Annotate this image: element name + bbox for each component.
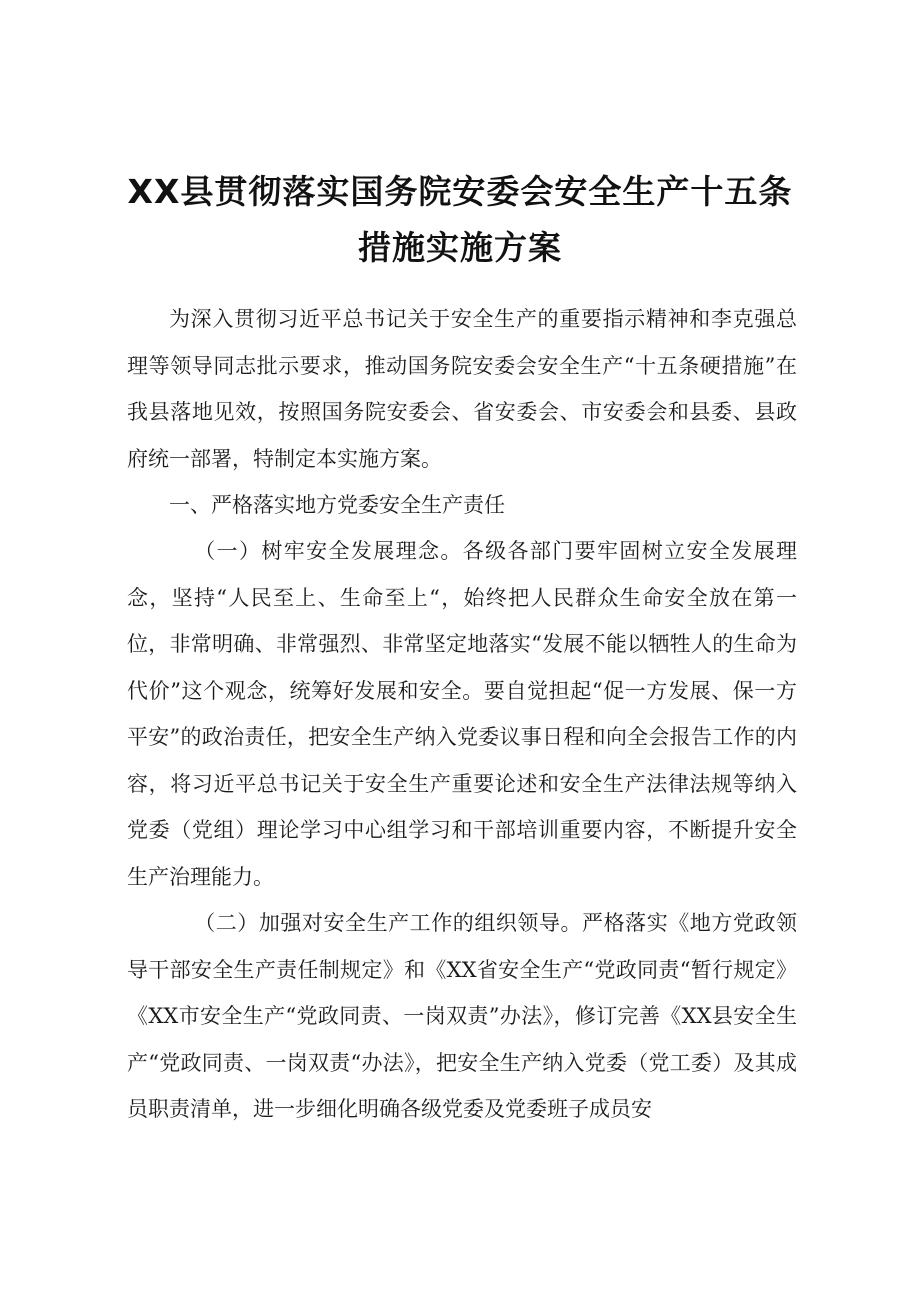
item-paragraph-1: （一）树牢安全发展理念。各级各部门要牢固树立安全发展理念，坚持“人民至上、生命至上“，始终把人民群众生命安全放在第一位，非常明确、非常强烈、非常坚定地落实“发展不能以牺牲人的生命为代价”这个观念，统筹好发展和安全。要自觉担起“促一方发展、保一方平安”的政治责任，把安全生产纳入党委议事日程和向全会报告工作的内容，将习近平总书记关于安全生产重要论述和安全生产法律法规等纳入党委（党组）理论学习中心组学习和干部培训重要内容，不断提升安全生产治理能力。 (127, 539, 797, 889)
intro-paragraph: 为深入贯彻习近平总书记关于安全生产的重要指示精神和李克强总理等领导同志批示要求，推动国务院安委会安全生产“十五条硬措施”在我县落地见效，按照国务院安委会、省安委会、市安委会和县委、县政府统一部署，特制定本实施方案。 (127, 307, 797, 471)
document-title-line-1: XX县贯彻落实国务院安委会安全生产十五条 (127, 172, 793, 211)
section-heading-1: 一、严格落实地方党委安全生产责任 (169, 493, 505, 517)
item-paragraph-2: （二）加强对安全生产工作的组织领导。严格落实《地方党政领导干部安全生产责任制规定》和《XX省安全生产“党政同责“暂行规定》《XX市安全生产“党政同责、一岗双责”办法》，修订完善《XX县安全生产“党政同责、一岗双责“办法》，把安全生产纳入党委（党工委）及其成员职责清单，进一步细化明确各级党委及党委班子成员安 (127, 911, 797, 1121)
document-title-line-2: 措施实施方案 (358, 228, 562, 267)
